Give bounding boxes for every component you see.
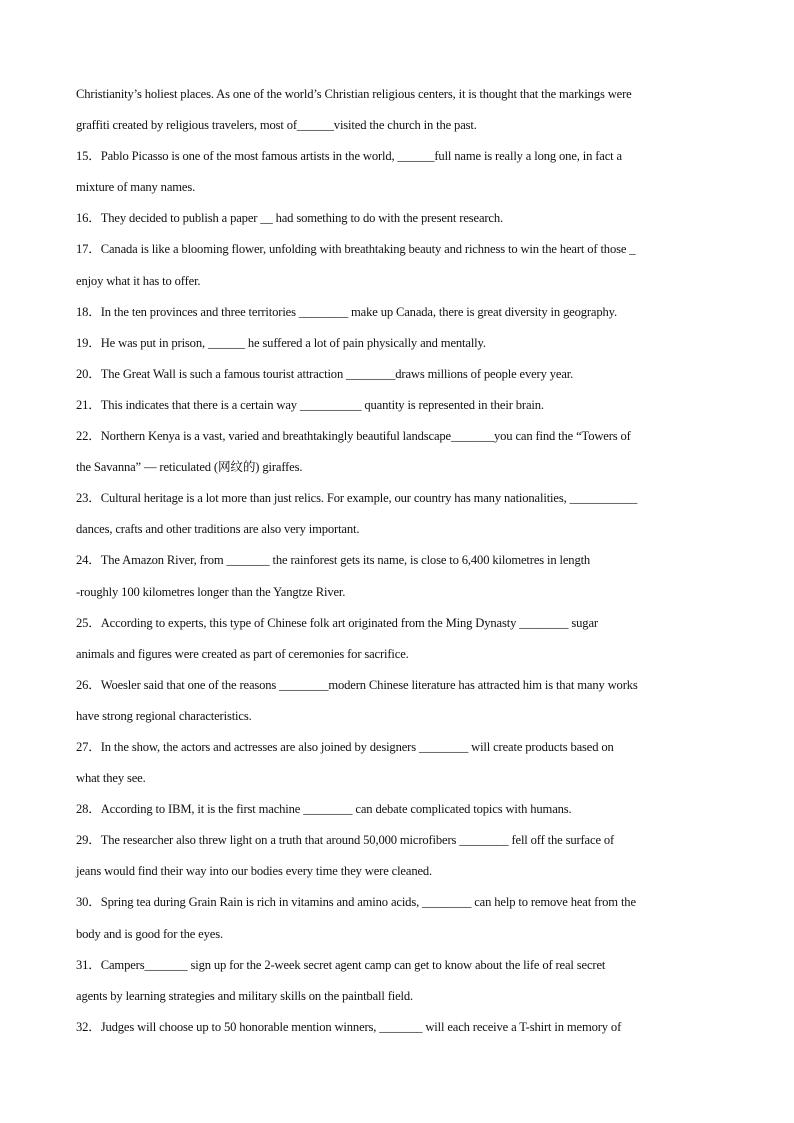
question-19: 19．He was put in prison, ______ he suffered a lot of pain physically and mentally.: [76, 335, 486, 350]
text-line: the Savanna” — reticulated (网纹的) giraffes.: [76, 460, 303, 475]
text-line: what they see.: [76, 771, 146, 786]
text-line: Christianity’s holiest places. As one of the world’s Christian religious centers, it is thought that the markings were: [76, 87, 632, 101]
question-28: 28．According to IBM, it is the first machine ________ can debate complicated topics with humans.: [76, 802, 572, 817]
text-line: -roughly 100 kilometres longer than the Yangtze River.: [76, 584, 346, 599]
text-line: body and is good for the eyes.: [76, 926, 223, 941]
question-30: 30．Spring tea during Grain Rain is rich in vitamins and amino acids, ________ can help to remove heat from the: [76, 895, 636, 910]
question-29: 29．The researcher also threw light on a truth that around 50,000 microfibers ________ fell off the surface of: [76, 833, 615, 848]
question-18: 18．In the ten provinces and three territories ________ make up Canada, there is great diversity in geography.: [76, 304, 617, 319]
text-line: have strong regional characteristics.: [76, 708, 252, 723]
text-line: graffiti created by religious travelers, most of______visited the church in the past.: [76, 118, 477, 133]
question-22: 22．Northern Kenya is a vast, varied and breathtakingly beautiful landscape_______you can find the “Towers of: [76, 429, 631, 444]
question-20: 20．The Great Wall is such a famous tourist attraction ________draws millions of people every year.: [76, 366, 574, 381]
question-26: 26．Woesler said that one of the reasons ________modern Chinese literature has attracted him is that many works: [76, 677, 638, 692]
question-17: 17．Canada is like a blooming flower, unfolding with breathtaking beauty and richness to win the heart of those _: [76, 242, 636, 257]
question-15: 15．Pablo Picasso is one of the most famous artists in the world, ______full name is really a long one, in fact a: [76, 149, 622, 164]
text-line: animals and figures were created as part of ceremonies for sacrifice.: [76, 646, 409, 661]
text-line: jeans would find their way into our bodies every time they were cleaned.: [76, 864, 433, 879]
question-24: 24．The Amazon River, from _______ the rainforest gets its name, is close to 6,400 kilometres in length: [76, 553, 591, 568]
text-line: enjoy what it has to offer.: [76, 273, 201, 288]
text-line: mixture of many names.: [76, 180, 196, 195]
question-25: 25．According to experts, this type of Chinese folk art originated from the Ming Dynasty ________ sugar: [76, 615, 598, 630]
question-16: 16．They decided to publish a paper __ had something to do with the present research.: [76, 211, 504, 226]
text-line: dances, crafts and other traditions are also very important.: [76, 522, 360, 537]
question-23: 23．Cultural heritage is a lot more than just relics. For example, our country has many nationalities, ___________: [76, 491, 638, 506]
question-27: 27．In the show, the actors and actresses are also joined by designers ________ will create products based on: [76, 739, 614, 754]
question-32: 32．Judges will choose up to 50 honorable mention winners, _______ will each receive a T-shirt in memory of: [76, 1019, 622, 1034]
document-page: [76, 79, 722, 1043]
text-line: agents by learning strategies and military skills on the paintball field.: [76, 988, 414, 1003]
question-31: 31．Campers_______ sign up for the 2-week secret agent camp can get to know about the life of real secret: [76, 957, 606, 972]
question-21: 21．This indicates that there is a certain way __________ quantity is represented in their brain.: [76, 397, 544, 412]
